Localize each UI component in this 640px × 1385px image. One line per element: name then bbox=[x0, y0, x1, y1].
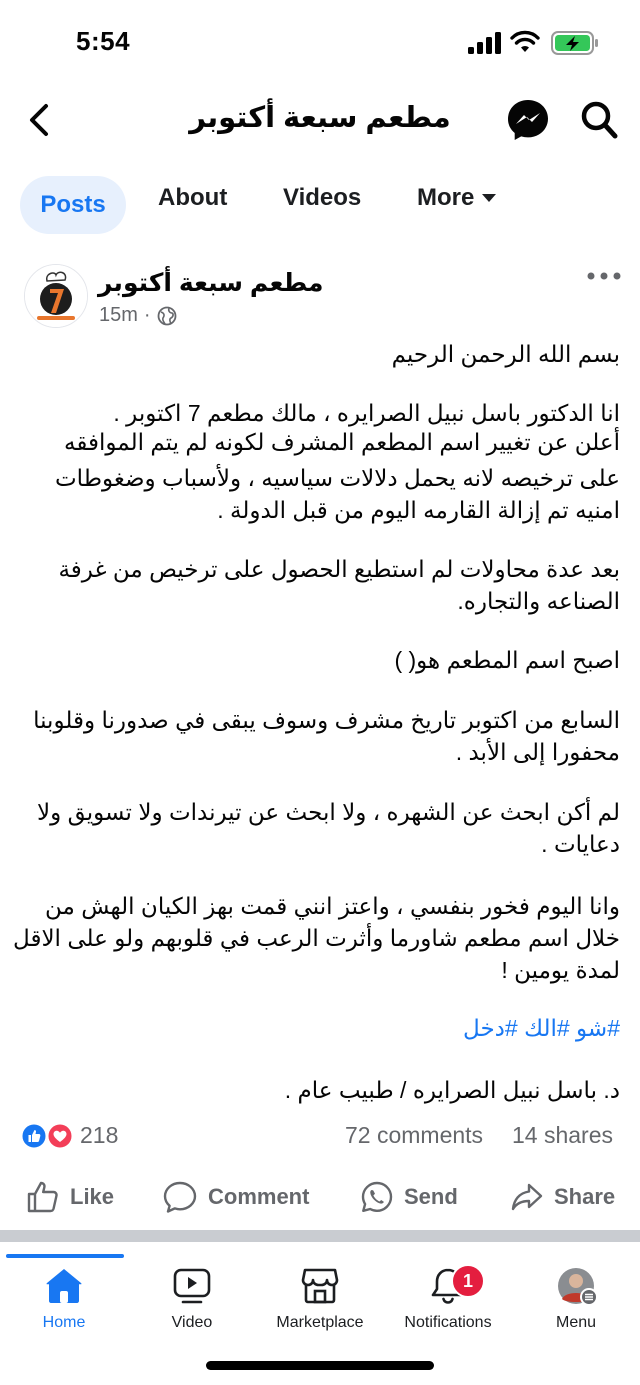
post-text-line: دعايات . bbox=[541, 831, 620, 857]
active-tab-indicator bbox=[6, 1254, 124, 1258]
battery-charging-icon bbox=[551, 31, 599, 55]
tab-more[interactable] bbox=[417, 184, 496, 212]
post-text-line: الصناعه والتجاره. bbox=[457, 588, 620, 614]
post-text-line: محفورا إلى الأبد . bbox=[455, 739, 620, 765]
status-time: 5:54 bbox=[76, 26, 131, 56]
nav-notifications-label: Notifications bbox=[404, 1314, 492, 1331]
send-label: Send bbox=[404, 1184, 458, 1209]
post-text-line: اصبح اسم المطعم هو( ) bbox=[394, 647, 620, 673]
restaurant-logo-icon bbox=[25, 265, 87, 327]
shares-count[interactable]: 14 shares bbox=[512, 1122, 614, 1148]
tab-more-label: More bbox=[417, 184, 475, 211]
nav-video-label: Video bbox=[171, 1314, 213, 1331]
search-icon[interactable] bbox=[580, 100, 618, 140]
post-meta bbox=[99, 304, 177, 327]
comment-label: Comment bbox=[208, 1184, 310, 1209]
caret-down-icon bbox=[482, 194, 496, 202]
post-text-line: على ترخيصه لانه يحمل دلالات سياسيه ، ولأسباب وضغوطات bbox=[55, 465, 620, 491]
nav-menu-label: Menu bbox=[555, 1314, 597, 1331]
nav-marketplace-label: Marketplace bbox=[276, 1314, 364, 1331]
like-label: Like bbox=[70, 1184, 115, 1209]
post-text-line: خلال اسم مطعم شاورما وأثرت الرعب في قلوبهم ولو على الاقل bbox=[13, 925, 620, 951]
post-hashtags[interactable]: #شو #الك #دخل bbox=[463, 1015, 620, 1041]
marketplace-icon bbox=[300, 1266, 340, 1306]
tab-posts[interactable]: Posts bbox=[20, 176, 126, 234]
home-icon bbox=[44, 1266, 84, 1306]
globe-icon bbox=[157, 306, 177, 326]
thumbs-up-icon bbox=[26, 1180, 60, 1214]
nav-menu[interactable] bbox=[512, 1266, 640, 1332]
wifi-icon bbox=[510, 30, 540, 54]
share-label: Share bbox=[554, 1184, 616, 1209]
nav-notifications[interactable] bbox=[384, 1266, 512, 1332]
post-text-line: انا الدكتور باسل نبيل الصرايره ، مالك مطعم 7 اكتوبر . bbox=[113, 400, 620, 426]
post-time: 15m bbox=[99, 304, 138, 326]
post-text-line: بعد عدة محاولات لم استطيع الحصول على ترخيص من غرفة bbox=[58, 556, 620, 582]
comments-count[interactable]: 72 comments bbox=[345, 1122, 484, 1148]
like-button[interactable] bbox=[26, 1180, 114, 1214]
post-text-line: أعلن عن تغيير اسم المطعم المشرف لكونه لم يتم الموافقه bbox=[64, 429, 620, 455]
cellular-signal-icon bbox=[468, 32, 502, 54]
meta-separator-dot: · bbox=[143, 304, 151, 326]
comment-icon bbox=[162, 1180, 198, 1214]
post-text-line: السابع من اكتوبر تاريخ مشرف وسوف يبقى في صدورنا وقلوبنا bbox=[33, 707, 620, 733]
messenger-icon[interactable] bbox=[506, 98, 550, 142]
notification-badge: 1 bbox=[451, 1264, 485, 1298]
post-author[interactable]: مطعم سبعة أكتوبر bbox=[98, 269, 324, 297]
tab-about[interactable]: About bbox=[158, 184, 228, 211]
share-button[interactable] bbox=[510, 1180, 615, 1214]
post-text-line: بسم الله الرحمن الرحيم bbox=[391, 341, 620, 367]
post-text-line: لمدة يومين ! bbox=[501, 957, 620, 983]
tab-videos[interactable]: Videos bbox=[283, 184, 362, 211]
share-icon bbox=[510, 1180, 544, 1214]
post-text-line: وانا اليوم فخور بنفسي ، واعتز انني قمت بهز الكيان الهش من bbox=[45, 893, 620, 919]
notifications-icon-wrap bbox=[384, 1266, 512, 1306]
reactions-count[interactable]: 218 bbox=[80, 1122, 119, 1148]
nav-marketplace[interactable] bbox=[256, 1266, 384, 1332]
post-text-line: لم أكن ابحث عن الشهره ، ولا ابحث عن تيرندات ولا تسويق ولا bbox=[36, 799, 620, 825]
page-avatar[interactable] bbox=[24, 264, 88, 328]
nav-home-label: Home bbox=[42, 1314, 86, 1331]
chevron-left-icon[interactable] bbox=[22, 102, 56, 138]
post-text-line: امنيه تم إزالة القارمه اليوم من قبل الدولة . bbox=[217, 497, 620, 523]
nav-home[interactable] bbox=[0, 1266, 128, 1332]
comment-button[interactable] bbox=[162, 1180, 309, 1214]
profile-avatar bbox=[553, 1266, 599, 1306]
reaction-icons[interactable] bbox=[20, 1122, 76, 1150]
page-title: مطعم سبعة أكتوبر bbox=[189, 102, 451, 134]
whatsapp-icon bbox=[360, 1180, 394, 1214]
home-indicator bbox=[206, 1361, 434, 1370]
video-icon bbox=[172, 1266, 212, 1306]
nav-video[interactable] bbox=[128, 1266, 256, 1332]
section-divider bbox=[0, 1230, 640, 1242]
more-options-icon[interactable] bbox=[586, 266, 622, 286]
send-button[interactable] bbox=[360, 1180, 458, 1214]
post-signature: د. باسل نبيل الصرايره / طبيب عام . bbox=[284, 1077, 620, 1103]
